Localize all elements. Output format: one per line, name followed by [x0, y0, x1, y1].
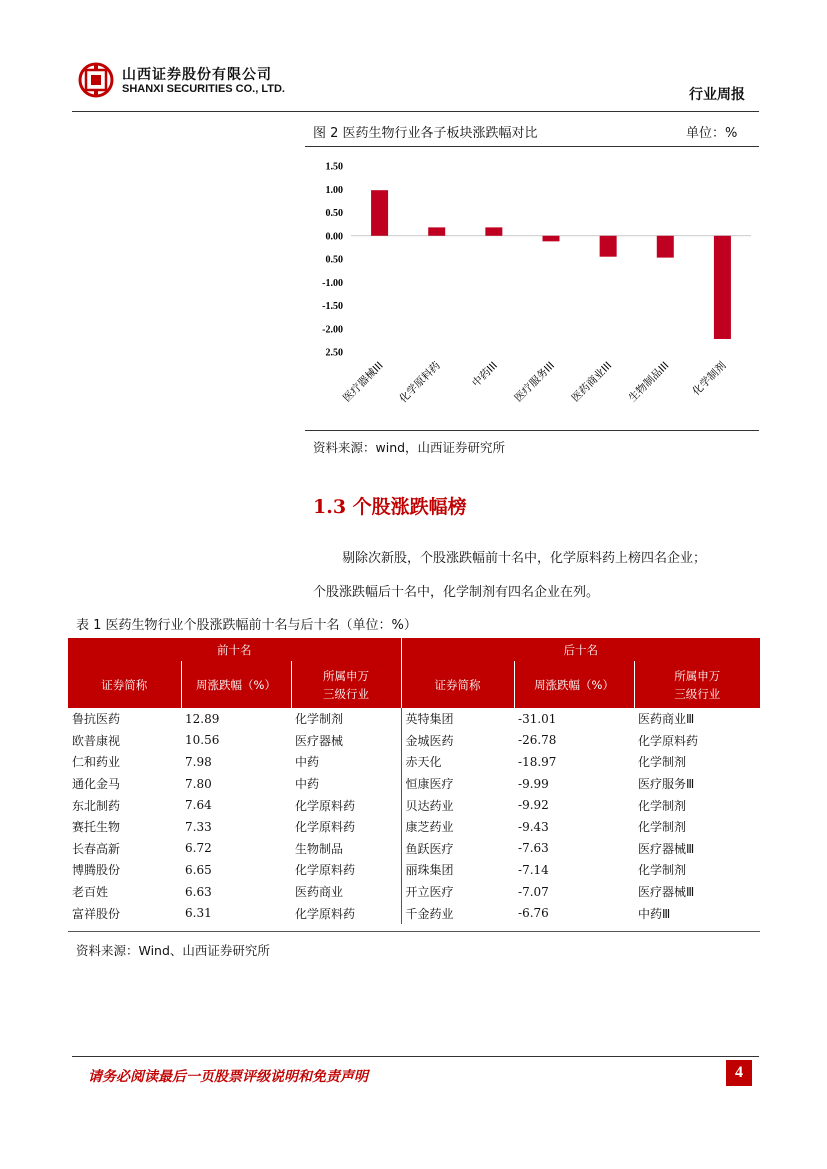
bottom-stock-name: 恒康医疗 — [401, 773, 514, 795]
bottom-stock-industry: 化学制剂 — [638, 755, 687, 770]
x-category-label: 化学制剂 — [690, 359, 729, 398]
bottom-stock-industry: 化学制剂 — [638, 820, 687, 835]
figure-unit: 单位：% — [686, 126, 738, 141]
top-stock-industry: 生物制品 — [295, 841, 344, 856]
col-header-label: 周涨跌幅（%） — [196, 677, 276, 692]
body-paragraph-line-1: 剔除次新股，个股涨跌幅前十名中，化学原料药上榜四名企业； — [342, 551, 707, 566]
table-column-header-row — [68, 661, 760, 708]
bottom-stock-name: 赤天化 — [401, 751, 514, 773]
bottom-stock-industry: 医疗服务Ⅲ — [638, 777, 695, 792]
body-paragraph-line-2: 个股涨跌幅后十名中，化学制剂有四名企业在列。 — [313, 585, 600, 600]
x-category-label: 生物制品III — [626, 359, 672, 405]
table-title: 表 1 医药生物行业个股涨跌幅前十名与后十名（单位：%） — [76, 618, 417, 633]
bar — [714, 236, 731, 339]
bottom-stock-name: 贝达药业 — [401, 794, 514, 816]
top-stock-industry: 化学原料药 — [295, 906, 356, 921]
section-heading: 1.3 个股涨跌幅榜 — [313, 496, 467, 518]
y-tick-label: -2.00 — [322, 324, 343, 336]
top-stock-industry: 化学原料药 — [295, 798, 356, 813]
table-row — [68, 902, 760, 924]
bottom-stock-name: 康芝药业 — [401, 816, 514, 838]
disclaimer-note: 请务必阅读最后一页股票评级说明和免责声明 — [88, 1069, 368, 1085]
col-header-stock-name — [401, 661, 514, 708]
bottom-stock-name: 英特集团 — [401, 708, 514, 730]
figure-source: 资料来源：wind，山西证券研究所 — [313, 440, 506, 455]
top-stock-change: 12.89 — [185, 711, 220, 726]
top-stock-industry: 化学原料药 — [295, 863, 356, 878]
report-type: 行业周报 — [689, 87, 745, 103]
col-header-label-line-1: 所属申万 — [323, 668, 370, 683]
header-divider — [72, 111, 759, 112]
table-row — [68, 881, 760, 903]
table-row — [68, 838, 760, 860]
col-header-label-line-2: 三级行业 — [674, 686, 721, 701]
bottom-stock-name: 金城医药 — [401, 730, 514, 752]
group-header-bottom-ten: 后十名 — [401, 638, 760, 661]
bottom-stock-change: -7.07 — [518, 884, 549, 899]
company-name-cn: 山西证券股份有限公司 — [122, 67, 272, 83]
y-tick-label: 0.50 — [325, 208, 343, 219]
x-category-label: 中药III — [470, 359, 500, 390]
top-stock-change: 6.72 — [185, 841, 212, 856]
col-header-label — [674, 667, 720, 703]
top-stock-name: 老百姓 — [72, 885, 109, 900]
page-number: 4 — [726, 1060, 752, 1086]
y-tick-label: 0.00 — [325, 231, 343, 243]
table-row — [68, 708, 760, 730]
figure-top-rule — [305, 146, 759, 147]
sector-change-bar-chart — [305, 148, 759, 430]
bottom-stock-change: -9.99 — [518, 776, 549, 791]
bar — [543, 236, 560, 242]
bottom-stock-change: -26.78 — [518, 733, 557, 748]
table-row — [68, 816, 760, 838]
col-header-weekly-change — [181, 661, 291, 708]
bottom-stock-change: -9.92 — [518, 798, 549, 813]
top-stock-change: 10.56 — [185, 733, 220, 748]
top-stock-change: 7.80 — [185, 776, 212, 791]
table-source: 资料来源：Wind、山西证券研究所 — [76, 943, 270, 958]
group-header-top-ten: 前十名 — [68, 638, 401, 661]
top-stock-change: 7.98 — [185, 754, 212, 769]
table-group-header-row — [68, 638, 760, 661]
bottom-stock-industry: 医疗器械Ⅲ — [638, 841, 695, 856]
table-row — [68, 773, 760, 795]
col-header-label-line-1: 所属申万 — [674, 668, 721, 683]
table-row — [68, 859, 760, 881]
col-header-label — [323, 667, 369, 703]
bar — [485, 227, 502, 235]
bottom-stock-change: -7.14 — [518, 862, 549, 877]
table-row — [68, 751, 760, 773]
top-stock-industry: 医药商业 — [295, 885, 344, 900]
table-bottom-rule — [68, 931, 760, 932]
top-stock-change: 6.63 — [185, 884, 212, 899]
top-stock-industry: 化学制剂 — [295, 712, 344, 727]
bar — [428, 227, 445, 235]
col-header-label: 证券简称 — [434, 677, 481, 692]
figure-title: 图 2 医药生物行业各子板块涨跌幅对比 — [313, 126, 538, 141]
top-stock-name: 长春高新 — [72, 841, 121, 856]
top-stock-name: 东北制药 — [72, 798, 121, 813]
bottom-stock-name: 丽珠集团 — [401, 859, 514, 881]
bottom-stock-industry: 化学制剂 — [638, 798, 687, 813]
top-stock-name: 赛托生物 — [72, 820, 121, 835]
x-category-label: 医疗服务III — [512, 359, 558, 405]
x-category-label: 医药商业III — [569, 359, 615, 405]
col-header-industry — [634, 661, 760, 708]
bottom-stock-industry: 中药Ⅲ — [638, 906, 671, 921]
top-stock-change: 6.65 — [185, 862, 212, 877]
shanxi-securities-logo-icon — [78, 62, 114, 98]
top-stock-change: 7.33 — [185, 819, 212, 834]
bar — [657, 236, 674, 258]
bottom-stock-industry: 医药商业Ⅲ — [638, 712, 695, 727]
table-row — [68, 794, 760, 816]
top-stock-name: 仁和药业 — [72, 755, 121, 770]
top-stock-name: 富祥股份 — [72, 906, 121, 921]
top-stock-name: 欧普康视 — [72, 733, 121, 748]
x-category-label: 化学原料药 — [397, 359, 443, 406]
top-stock-name: 博腾股份 — [72, 863, 121, 878]
bottom-stock-change: -6.76 — [518, 906, 549, 921]
y-tick-label: 1.50 — [325, 161, 343, 173]
col-header-stock-name — [68, 661, 181, 708]
top-stock-name: 通化金马 — [72, 777, 121, 792]
bottom-stock-change: -7.63 — [518, 841, 549, 856]
bottom-stock-name: 鱼跃医疗 — [401, 838, 514, 860]
bottom-stock-industry: 化学原料药 — [638, 733, 699, 748]
top-stock-industry: 中药 — [295, 777, 320, 792]
y-tick-label: 1.00 — [325, 184, 343, 196]
bottom-stock-change: -31.01 — [518, 711, 557, 726]
top-stock-industry: 化学原料药 — [295, 820, 356, 835]
figure-bottom-rule — [305, 430, 759, 431]
y-tick-label: 2.50 — [325, 347, 343, 359]
top-stock-industry: 医疗器械 — [295, 733, 344, 748]
bottom-stock-name: 开立医疗 — [401, 881, 514, 903]
bar — [371, 190, 388, 236]
company-name-en: SHANXI SECURITIES CO., LTD. — [122, 83, 285, 95]
top-stock-name: 鲁抗医药 — [72, 712, 121, 727]
col-header-label-line-2: 三级行业 — [323, 686, 370, 701]
col-header-industry — [291, 661, 401, 708]
footer-divider — [72, 1056, 759, 1057]
col-header-label: 证券简称 — [101, 677, 148, 692]
y-tick-label: -1.50 — [322, 301, 343, 312]
stock-ranking-table — [68, 638, 760, 924]
bottom-stock-name: 千金药业 — [401, 902, 514, 924]
bottom-stock-industry: 医疗器械Ⅲ — [638, 885, 695, 900]
bottom-stock-change: -18.97 — [518, 754, 557, 769]
x-category-label: 医疗器械III — [340, 359, 386, 405]
y-tick-label: 0.50 — [325, 254, 343, 266]
bottom-stock-change: -9.43 — [518, 819, 549, 834]
table-row — [68, 730, 760, 752]
bottom-stock-industry: 化学制剂 — [638, 863, 687, 878]
bar — [600, 236, 617, 257]
y-tick-label: -1.00 — [322, 277, 343, 289]
col-header-weekly-change — [514, 661, 634, 708]
col-header-label: 周涨跌幅（%） — [534, 677, 614, 692]
top-stock-industry: 中药 — [295, 755, 320, 770]
top-stock-change: 7.64 — [185, 798, 212, 813]
top-stock-change: 6.31 — [185, 906, 212, 921]
